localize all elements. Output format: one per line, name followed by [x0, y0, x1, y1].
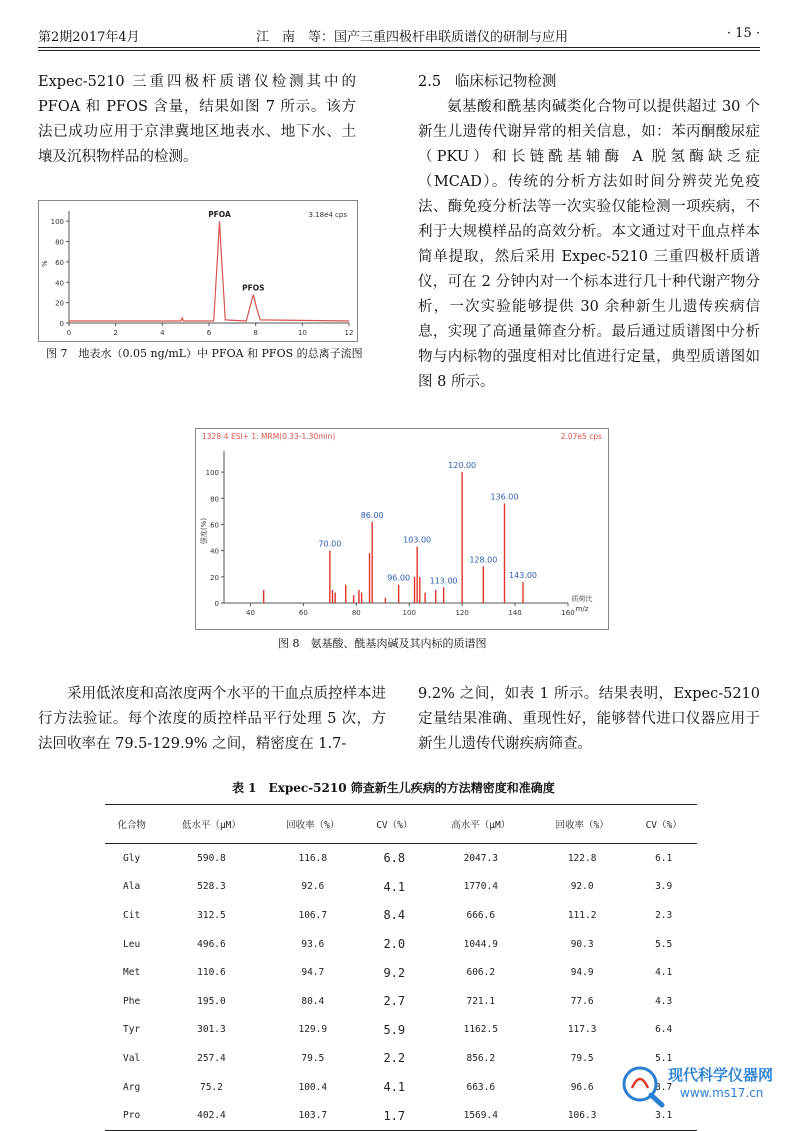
y-tick-label: 40 — [210, 547, 219, 556]
x-tick-label: 100 — [402, 609, 416, 617]
watermark — [618, 1058, 788, 1108]
peak-label: 143.00 — [509, 571, 538, 581]
table-cell: 1.7 — [361, 1101, 428, 1130]
table-cell: 96.6 — [570, 1081, 594, 1093]
x-tick-label: 10 — [297, 329, 307, 337]
y-tick-label: 100 — [205, 469, 219, 478]
table-cell: 90.3 — [570, 938, 594, 950]
running-header — [38, 22, 760, 48]
y-tick-label: 60 — [210, 521, 219, 530]
compound-cell: Cit — [123, 909, 141, 921]
table-cell: 5.1 — [655, 1052, 673, 1064]
column-header: CV（%） — [361, 805, 428, 844]
table-cell: 100.4 — [298, 1081, 328, 1093]
table-cell: 257.4 — [197, 1052, 226, 1064]
scale-label: 3.18e4 cps — [308, 211, 347, 219]
table-cell: 5.5 — [655, 938, 673, 950]
table-cell: 5.9 — [383, 1022, 406, 1037]
table-row — [105, 1073, 697, 1102]
table-cell: 4.1 — [383, 879, 406, 894]
watermark-name: 现代科学仪器网 — [668, 1066, 774, 1084]
x-axis-unit: m/z — [575, 605, 589, 613]
table-cell: 116.8 — [298, 852, 328, 864]
table-cell: 106.3 — [534, 1101, 630, 1130]
table-cell: 94.7 — [301, 967, 325, 979]
section-title: 临床标记物检测 — [454, 74, 557, 90]
peak-label: 96.00 — [387, 573, 411, 583]
table-cell: 106.7 — [298, 909, 328, 921]
table-row — [105, 901, 697, 930]
compound-cell: Ala — [123, 881, 141, 893]
table-cell: 111.2 — [567, 909, 597, 921]
column-header: 化合物 — [105, 805, 158, 844]
y-tick-label: 80 — [55, 238, 64, 247]
table-cell: 301.3 — [197, 1024, 226, 1036]
table-cell: 4.3 — [655, 995, 673, 1007]
table-cell: 75.2 — [199, 1081, 223, 1093]
peak-label: PFOA — [208, 210, 231, 220]
table-cell: 8.4 — [383, 908, 406, 923]
bottom-left-text — [38, 682, 386, 757]
table-cell: 122.8 — [567, 852, 597, 864]
x-tick-label: 4 — [160, 329, 165, 337]
table-row — [105, 844, 697, 873]
chart-title: 1328-4 ESI+ 1: MRM(0.33-1.30min) — [202, 432, 336, 441]
x-tick-label: 40 — [246, 609, 255, 617]
table-cell: 4.1 — [655, 967, 673, 979]
table-cell: 6.1 — [655, 852, 673, 864]
table-cell: 402.4 — [158, 1101, 264, 1130]
x-axis-label: 质荷比 — [571, 595, 593, 603]
x-tick-label: 140 — [508, 609, 522, 617]
table-cell: 3.1 — [630, 1101, 697, 1130]
compound-cell: Gly — [123, 852, 141, 864]
table-cell: 9.2 — [383, 965, 406, 980]
compound-cell: Val — [123, 1052, 141, 1064]
right-column-text — [418, 70, 760, 395]
compound-cell: Tyr — [123, 1024, 141, 1036]
table-cell: 663.6 — [466, 1081, 496, 1093]
table-cell: 606.2 — [466, 967, 496, 979]
table-cell: 117.3 — [567, 1024, 597, 1036]
table-cell: 4.1 — [383, 1080, 406, 1095]
page-number: · 15 · — [726, 26, 760, 41]
x-tick-label: 6 — [206, 329, 212, 337]
watermark-url: www.ms17.cn — [680, 1086, 764, 1100]
paragraph: Expec-5210 三重四极杆质谱仪检测其中的 PFOA 和 PFOS 含量，结果如图 7 所示。该方法已成功应用于京津冀地区地表水、地下水、土壤及沉积物样品的检测。 — [38, 74, 356, 165]
table-cell: 2.7 — [383, 994, 406, 1009]
table-cell: 1162.5 — [463, 1024, 498, 1036]
table-cell: 1569.4 — [428, 1101, 534, 1130]
table-row — [105, 987, 697, 1016]
x-tick-label: 160 — [561, 609, 575, 617]
figure-7 — [38, 200, 358, 342]
y-tick-label: 100 — [50, 218, 64, 227]
x-tick-label: 0 — [66, 329, 72, 337]
table-row — [105, 1016, 697, 1045]
table-cell: 2047.3 — [463, 852, 498, 864]
table-cell: 666.6 — [466, 909, 496, 921]
y-axis-label: 强度(%) — [200, 517, 208, 545]
table-cell: 103.7 — [265, 1101, 361, 1130]
chromatogram-line — [69, 221, 349, 321]
table-cell: 110.6 — [197, 967, 226, 979]
compound-cell: Leu — [123, 938, 141, 950]
table-cell: 79.5 — [570, 1052, 594, 1064]
header-rule — [38, 47, 760, 48]
scale-label: 2.07e5 cps — [560, 432, 602, 441]
table-cell: 129.9 — [298, 1024, 328, 1036]
table-cell: 312.5 — [197, 909, 226, 921]
table-header-row — [105, 805, 697, 844]
figure-7-caption: 图 7 地表水（0.05 ng/mL）中 PFOA 和 PFOS 的总离子流图 — [46, 347, 363, 360]
table-cell: 528.3 — [197, 881, 226, 893]
column-header: 高水平（μM） — [428, 805, 534, 844]
table-row — [105, 1044, 697, 1073]
table-cell: 1770.4 — [463, 881, 498, 893]
table-cell: 2.3 — [655, 909, 673, 921]
table-cell: 3.9 — [655, 881, 673, 893]
y-tick-label: 60 — [55, 258, 64, 267]
peak-label: 113.00 — [429, 576, 458, 586]
figure-8-caption: 图 8 氨基酸、酰基肉碱及其内标的质谱图 — [278, 637, 487, 650]
y-tick-label: 0 — [214, 600, 219, 608]
issue-info: 第2期2017年4月 — [38, 30, 140, 45]
y-axis-label: % — [41, 260, 49, 267]
table-cell: 496.6 — [197, 938, 226, 950]
x-tick-label: 8 — [253, 329, 258, 337]
compound-cell: Pro — [105, 1101, 158, 1130]
table-cell: 93.6 — [301, 938, 325, 950]
compound-cell: Met — [123, 967, 141, 979]
y-tick-label: 20 — [55, 299, 64, 308]
figure-8-chart — [196, 429, 608, 629]
table-cell: 856.2 — [466, 1052, 496, 1064]
header-rule — [38, 50, 760, 51]
x-tick-label: 80 — [351, 609, 361, 617]
x-tick-label: 12 — [344, 329, 354, 337]
table-row — [105, 873, 697, 902]
figure-7-chart — [39, 201, 357, 341]
paragraph: 9.2% 之间，如表 1 所示。结果表明，Expec-5210 定量结果准确、重现性好，能够替代进口仪器应用于新生儿遗传代谢疾病筛查。 — [418, 686, 760, 752]
table-cell: 3.7 — [655, 1081, 673, 1093]
y-tick-label: 0 — [59, 320, 64, 328]
figure-8 — [195, 428, 609, 630]
table-1 — [105, 804, 697, 1131]
column-header: 回收率（%） — [265, 805, 361, 844]
x-tick-label: 2 — [113, 329, 118, 337]
x-tick-label: 120 — [455, 609, 469, 617]
peak-label: PFOS — [242, 283, 265, 293]
table-1-caption: 表 1 Expec-5210 筛查新生儿疾病的方法精密度和准确度 — [232, 781, 555, 795]
table-cell: 1044.9 — [463, 938, 498, 950]
table-cell: 590.8 — [197, 852, 226, 864]
y-tick-label: 80 — [210, 495, 219, 504]
table-cell: 721.1 — [466, 995, 496, 1007]
table-cell: 80.4 — [301, 995, 325, 1007]
section-heading — [418, 70, 760, 95]
table-cell: 77.6 — [570, 995, 594, 1007]
table-cell: 6.4 — [655, 1024, 673, 1036]
table-cell: 2.0 — [383, 937, 406, 952]
article-title: 江 南 等：国产三重四极杆串联质谱仪的研制与应用 — [256, 30, 569, 45]
peak-label: 136.00 — [490, 492, 519, 502]
peak-label: 70.00 — [318, 539, 342, 549]
y-tick-label: 20 — [210, 573, 219, 582]
table-cell: 195.0 — [197, 995, 226, 1007]
table-row — [105, 958, 697, 987]
paragraph: 氨基酸和酰基肉碱类化合物可以提供超过 30 个新生儿遗传代谢异常的相关信息，如：苯丙酮酸尿症（PKU）和长链酰基辅酶 A 脱氢酶缺乏症（MCAD）。传统的分析方法如时间分辨荧光免疫法、酶免疫分析法等一次实验仅能检测一项疾病，不利于大规模样品的高效分析。本文通过对干血点样本简单提取，然后采用 Expec-5210 三重四极杆质谱仪，可在 2 分钟内对一个标本进行几十种代谢产物分析，一次实验能够提供 30 余种新生儿遗传疾病信息，实现了高通量筛查分析。最后通过质谱图中分析物与内标物的强度相对比值进行定量，典型质谱图如图 8 所示。 — [418, 99, 760, 390]
compound-cell: Arg — [123, 1081, 141, 1093]
left-column-text — [38, 70, 356, 170]
table-row — [105, 930, 697, 959]
y-tick-label: 40 — [55, 279, 64, 288]
peak-label: 120.00 — [448, 461, 477, 471]
x-tick-label: 60 — [298, 609, 308, 617]
table-cell: 79.5 — [301, 1052, 325, 1064]
table-cell: 92.6 — [301, 881, 325, 893]
section-number: 2.5 — [418, 74, 442, 90]
table-cell: 6.8 — [383, 851, 406, 866]
peak-label: 86.00 — [360, 510, 384, 520]
table-cell: 94.9 — [570, 967, 594, 979]
table-cell: 2.2 — [383, 1051, 406, 1066]
bottom-right-text — [418, 682, 760, 757]
column-header: CV（%） — [630, 805, 697, 844]
peak-label: 103.00 — [403, 535, 432, 545]
column-header: 低水平（μM） — [158, 805, 264, 844]
paragraph: 采用低浓度和高浓度两个水平的干血点质控样本进行方法验证。每个浓度的质控样品平行处理 5 次，方法回收率在 79.5-129.9% 之间，精密度在 1.7- — [38, 686, 386, 752]
compound-cell: Phe — [123, 995, 141, 1007]
column-header: 回收率（%） — [534, 805, 630, 844]
table-cell: 92.0 — [570, 881, 594, 893]
peak-label: 128.00 — [469, 555, 498, 565]
